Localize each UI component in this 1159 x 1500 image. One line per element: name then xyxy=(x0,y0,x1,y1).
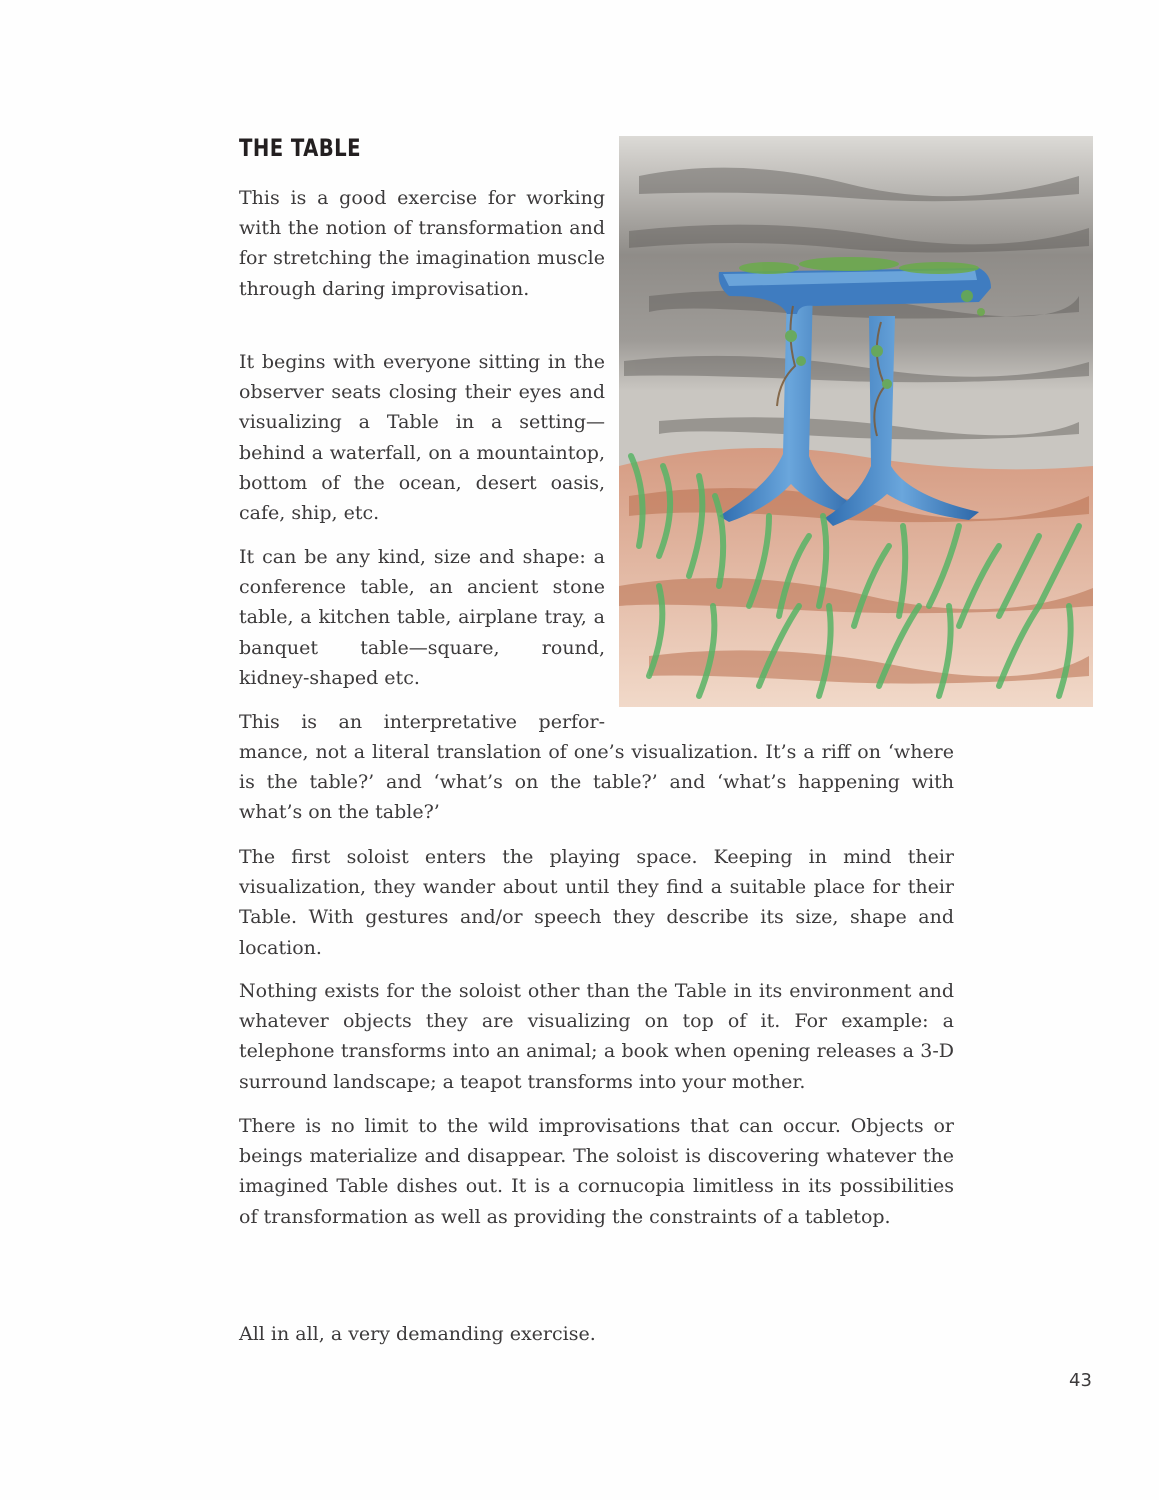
table-watercolor-illustration xyxy=(619,136,1093,707)
paragraph-nothing-exists: Nothing exists for the soloist other than the Table in its environment and whatever objects they are visualizing on top of it. For example: a telephone transforms into an animal; a book when opening releases a 3-D surround landscape; a teapot transforms into your mother. xyxy=(239,980,954,1093)
page-number: 43 xyxy=(1069,1370,1092,1391)
paragraph-no-limit: There is no limit to the wild improvisations that can occur. Objects or beings materialize and disappear. The soloist is discovering whatever the imagined Table dishes out. It is a cornucopia limitless in its possibilities of transformation as well as providing the constraints of a tabletop. xyxy=(239,1115,954,1228)
paragraph-conclusion: All in all, a very demanding exercise. xyxy=(239,1323,596,1345)
paragraph-interpretative-start: This is an interpretative perfor- xyxy=(239,711,605,733)
paragraph-first-soloist: The first soloist enters the playing space. Keeping in mind their visualization, they wander about until they find a suitable place for their Table. With gestures and/or speech they describe its size, shape and location. xyxy=(239,846,954,959)
paragraph-visualize: It begins with everyone sitting in the observer seats closing their eyes and visualizing a Table in a setting—behind a waterfall, on a mountaintop, bottom of the ocean, desert oasis, cafe, ship, etc. xyxy=(239,351,605,525)
paragraph-intro: This is a good exercise for working with the notion of transformation and for stretching the imagination muscle through daring improvisation. xyxy=(239,187,605,300)
paragraph-interpretative-rest: mance, not a literal translation of one’s visualization. It’s a riff on ‘where is the table?’ and ‘what’s on the table?’ and ‘what’s happening with what’s on the table?’ xyxy=(239,741,954,824)
section-title: THE TABLE xyxy=(239,134,362,162)
paragraph-kinds: It can be any kind, size and shape: a conference table, an ancient stone table, a kitchen table, airplane tray, a banquet table—square, round, kidney-shaped etc. xyxy=(239,546,605,689)
